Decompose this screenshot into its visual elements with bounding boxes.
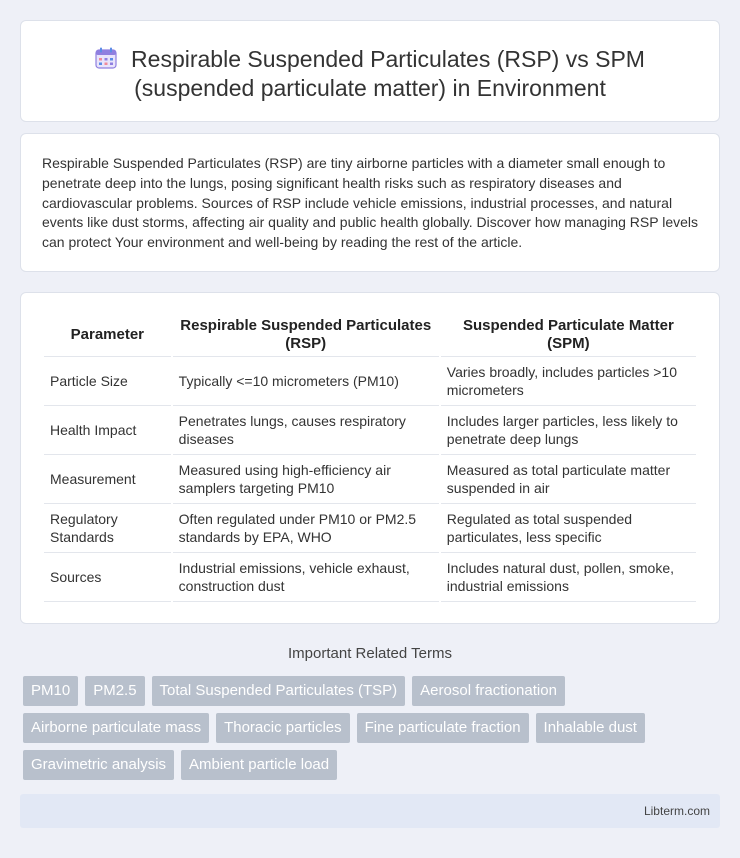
- row-parameter: Sources: [44, 553, 171, 602]
- row-rsp-value: Typically <=10 micrometers (PM10): [173, 357, 439, 406]
- footer-site-link[interactable]: Libterm.com: [643, 804, 710, 818]
- page-title: [21, 45, 719, 103]
- row-rsp-value: Penetrates lungs, causes respiratory diseases: [173, 406, 439, 455]
- footer: [20, 794, 720, 828]
- title-line-1: Respirable Suspended Particulates (RSP) vs SPM: [131, 46, 645, 72]
- table-row: [44, 553, 696, 602]
- row-spm-value: Includes natural dust, pollen, smoke, industrial emissions: [441, 553, 696, 602]
- term-tag[interactable]: Thoracic particles: [216, 713, 350, 743]
- table-header-row: [44, 313, 696, 357]
- table-row: [44, 406, 696, 455]
- table-row: [44, 455, 696, 504]
- term-tag[interactable]: Airborne particulate mass: [23, 713, 209, 743]
- row-spm-value: Measured as total particulate matter suspended in air: [441, 455, 696, 504]
- related-terms-list: [23, 676, 713, 780]
- title-card: [20, 20, 720, 122]
- intro-text: Respirable Suspended Particulates (RSP) are tiny airborne particles with a diameter small enough to penetrate deep into the lungs, posing significant health risks such as respiratory diseases and cardiovascular problems. Sources of RSP include vehicle emissions, industrial processes, and natural events like dust storms, affecting air quality and public health globally. Discover how managing RSP levels can protect Your environment and well-being by reading the rest of the article.: [42, 155, 699, 251]
- term-tag[interactable]: Ambient particle load: [181, 750, 337, 780]
- row-spm-value: Regulated as total suspended particulates, less specific: [441, 504, 696, 553]
- row-parameter: Particle Size: [44, 357, 171, 406]
- comparison-table: [42, 313, 698, 602]
- header-parameter: Parameter: [44, 313, 171, 357]
- row-rsp-value: Measured using high-efficiency air samplers targeting PM10: [173, 455, 439, 504]
- header-rsp: Respirable Suspended Particulates (RSP): [173, 313, 439, 357]
- calendar-icon: [95, 47, 117, 69]
- row-parameter: Regulatory Standards: [44, 504, 171, 553]
- header-spm: Suspended Particulate Matter (SPM): [441, 313, 696, 357]
- related-terms-heading: Important Related Terms: [288, 645, 452, 662]
- term-tag[interactable]: PM2.5: [85, 676, 144, 706]
- intro-card: [20, 133, 720, 272]
- table-row: [44, 357, 696, 406]
- comparison-card: [20, 292, 720, 624]
- term-tag[interactable]: Fine particulate fraction: [357, 713, 529, 743]
- term-tag[interactable]: Inhalable dust: [536, 713, 645, 743]
- term-tag[interactable]: Gravimetric analysis: [23, 750, 174, 780]
- term-tag[interactable]: Aerosol fractionation: [412, 676, 565, 706]
- row-parameter: Measurement: [44, 455, 171, 504]
- title-line-2: (suspended particulate matter) in Environment: [134, 75, 606, 101]
- row-spm-value: Varies broadly, includes particles >10 micrometers: [441, 357, 696, 406]
- table-row: [44, 504, 696, 553]
- row-rsp-value: Industrial emissions, vehicle exhaust, construction dust: [173, 553, 439, 602]
- row-parameter: Health Impact: [44, 406, 171, 455]
- term-tag[interactable]: PM10: [23, 676, 78, 706]
- term-tag[interactable]: Total Suspended Particulates (TSP): [152, 676, 406, 706]
- row-spm-value: Includes larger particles, less likely to penetrate deep lungs: [441, 406, 696, 455]
- row-rsp-value: Often regulated under PM10 or PM2.5 standards by EPA, WHO: [173, 504, 439, 553]
